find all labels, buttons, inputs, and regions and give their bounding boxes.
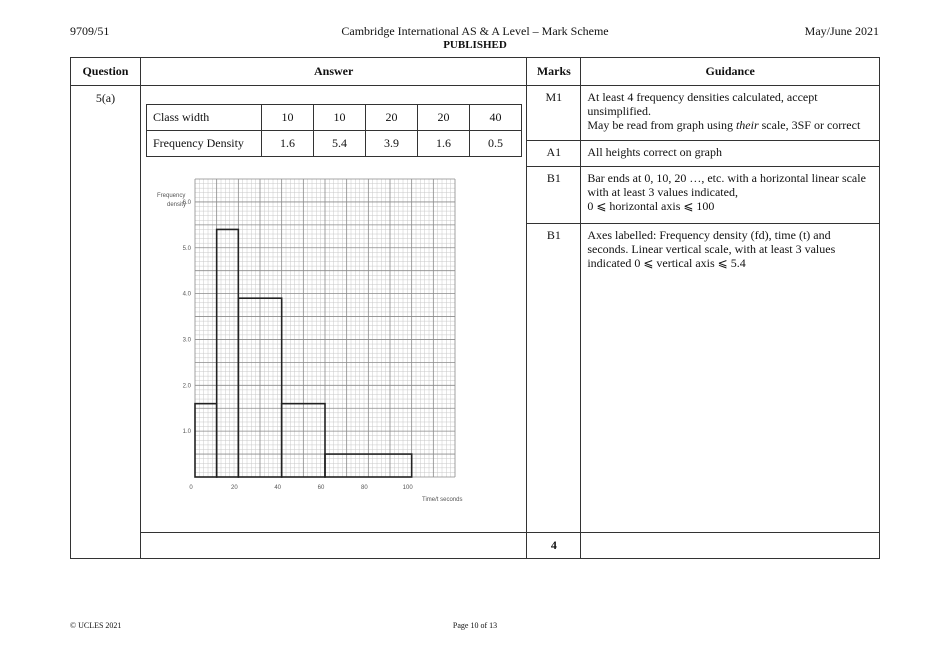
published-label: PUBLISHED: [443, 39, 507, 51]
x-tick-label: 100: [402, 485, 413, 492]
y-tick-label: 4.0: [182, 291, 191, 298]
class-width-value: 10: [313, 105, 365, 131]
frequency-density-value: 1.6: [261, 131, 313, 157]
guidance-b1-axis: [581, 167, 880, 224]
header-marks: Marks: [527, 58, 581, 86]
y-tick-label: 5.0: [182, 246, 191, 253]
y-axis-label: Frequency: [156, 193, 186, 200]
frequency-density-value: 1.6: [417, 131, 469, 157]
header-question: Question: [71, 58, 141, 86]
class-width-table: [146, 104, 522, 157]
x-tick-label: 20: [230, 485, 238, 492]
total-marks: 4: [527, 532, 581, 558]
x-tick-label: 60: [317, 485, 325, 492]
y-tick-label: 6.0: [182, 200, 191, 207]
y-tick-label: 3.0: [182, 337, 191, 344]
mark-a1: A1: [527, 140, 581, 166]
x-tick-label: 80: [360, 485, 368, 492]
header-guidance: Guidance: [581, 58, 880, 86]
frequency-density-value: 3.9: [365, 131, 417, 157]
guidance-total-cell: [581, 532, 880, 558]
guidance-text: 0 ⩽ horizontal axis ⩽ 100: [587, 199, 715, 214]
mark-b1: B1: [527, 223, 581, 532]
answer-total-cell: [140, 532, 526, 558]
question-number: 5(a): [71, 86, 141, 559]
class-width-value: 20: [365, 105, 417, 131]
guidance-emphasis: their: [735, 118, 759, 133]
x-tick-label: 0: [189, 485, 193, 492]
class-width-value: 10: [261, 105, 313, 131]
mark-scheme-table: [70, 57, 880, 559]
y-tick-label: 1.0: [182, 429, 191, 436]
guidance-a1: All heights correct on graph: [581, 140, 880, 166]
frequency-density-value: 0.5: [469, 131, 521, 157]
exam-session: May/June 2021: [804, 24, 879, 38]
guidance-text: Bar ends at 0, 10, 20 …, etc. with a horizontal linear scale with at least 3 values indicated,: [587, 171, 866, 200]
copyright: © UCLES 2021: [70, 621, 122, 630]
guidance-text: At least 4 frequency densities calculated, accept unsimplified.: [587, 90, 818, 119]
scheme-title: Cambridge International AS & A Level – Mark Scheme: [341, 24, 609, 38]
x-axis-label: Time/t seconds: [421, 497, 463, 504]
class-width-label: Class width: [146, 105, 261, 131]
answer-cell: [140, 86, 526, 532]
histogram-chart: [151, 174, 471, 504]
guidance-text: scale, 3SF or correct: [758, 118, 861, 133]
x-tick-label: 40: [274, 485, 281, 492]
class-width-value: 40: [469, 105, 521, 131]
frequency-density-value: 5.4: [313, 131, 365, 157]
guidance-text: May be read from graph using: [587, 118, 736, 133]
mark-b1: B1: [527, 167, 581, 224]
class-width-value: 20: [417, 105, 469, 131]
y-tick-label: 2.0: [182, 383, 191, 390]
guidance-b1-labels: Axes labelled: Frequency density (fd), time (t) and seconds. Linear vertical scale, with at least 3 values indicated 0 ⩽ vertical axis ⩽ 5.4: [581, 223, 880, 532]
guidance-m1: [581, 86, 880, 141]
mark-m1: M1: [527, 86, 581, 141]
frequency-density-label: Frequency Density: [146, 131, 261, 157]
header-answer: Answer: [140, 58, 526, 86]
y-axis-label: density: [166, 202, 186, 209]
page-number: Page 10 of 13: [452, 621, 498, 630]
paper-code: 9709/51: [70, 24, 110, 38]
